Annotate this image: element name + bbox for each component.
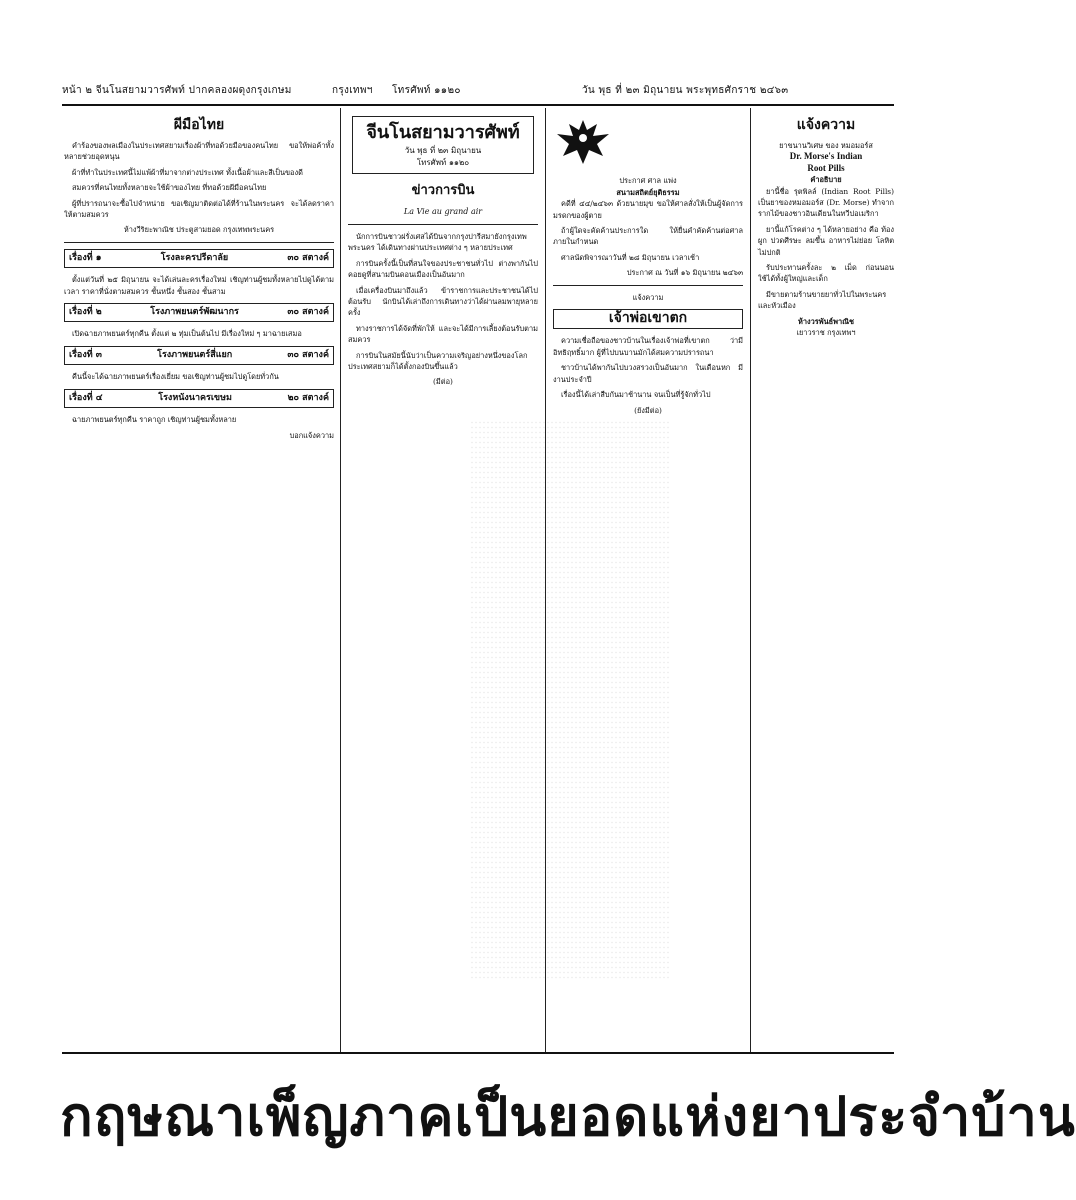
col1-paragraph: คำร้องของพลเมืองในประเทศสยามเรื่องผ้าที่ทอด้วยมือของคนไทย ขอให้พ่อค้าทั้งหลายช่วยอุดหนุน [64, 141, 334, 162]
column-2 [348, 112, 538, 1048]
story-paragraph: เรื่องนี้ได้เล่าสืบกันมาช้านาน จนเป็นที่รู้จักทั่วไป [561, 390, 711, 400]
story-footer: (ยังมีต่อ) [634, 405, 662, 415]
ad-paragraph: ยานี้ชื่อ รุตพิลล์ (Indian Root Pills) เป็นยาของหมอมอร์ส (Dr. Morse) ทำจากรากไม้ของชาวอินเดียนในทวีปอเมริกา [758, 186, 894, 219]
news-paragraph: เมื่อเครื่องบินมาถึงแล้ว ข้าราชการและประชาชนได้ไปต้อนรับ นักบินได้เล่าถึงการเดินทางว่าได้ผ่านลมพายุหลายครั้ง [348, 285, 538, 318]
notice-price: ๓๐ สตางค์ [287, 349, 329, 360]
notice-text: คืนนี้จะได้ฉายภาพยนตร์เรื่องเยี่ยม ขอเชิญท่านผู้ชมไปดูโดยทั่วกัน [72, 372, 279, 382]
ad-paragraph: รับประทานครั้งละ ๒ เม็ด ก่อนนอน ใช้ได้ทั้งผู้ใหญ่และเด็ก [758, 263, 894, 284]
column-1 [64, 112, 334, 1048]
ad-city: เยาวราช กรุงเทพฯ [796, 328, 856, 338]
ad-agent: ห้างวรพันธ์พาณิช [797, 316, 855, 326]
column-divider-3 [750, 108, 751, 1052]
decree-paragraph: ถ้าผู้ใดจะคัดค้านประการใด ให้ยื่นคำคัดค้านต่อศาลภายในกำหนด [553, 226, 743, 247]
story-paragraph: ชาวบ้านได้พากันไปบวงสรวงเป็นอันมาก ในเดือนหก มีงานประจำปี [553, 363, 743, 384]
ad-subtitle: ยาขนานวิเศษ ของ หมอมอร์ส [779, 141, 873, 150]
masthead [352, 116, 534, 174]
divider [553, 285, 743, 286]
notice-label: เรื่องที่ ๔ [69, 392, 103, 403]
notice-text: เปิดฉายภาพยนตร์ทุกคืน ตั้งแต่ ๒ ทุ่มเป็นต้นไป มีเรื่องใหม่ ๆ มาฉายเสมอ [72, 329, 302, 339]
notice-label: เรื่องที่ ๓ [69, 349, 102, 360]
footer-slogan: กฤษณาเพ็ญภาคเป็นยอดแห่งยาประจำบ้าน [60, 1085, 1076, 1148]
notice-title: โรงภาพยนตร์พัฒนากร [150, 307, 239, 318]
page-header [62, 80, 892, 102]
notice-box [64, 346, 334, 365]
header-phone: โทรศัพท์ ๑๑๒๐ [392, 85, 461, 96]
masthead-title: จีนโนสยามวารศัพท์ [366, 122, 520, 143]
column-4 [758, 112, 894, 1048]
notice-text: ฉายภาพยนตร์ทุกคืน ราคาถูก เชิญท่านผู้ชมทั้งหลาย [72, 415, 237, 425]
ad-paragraph: มีขายตามร้านขายยาทั่วไปในพระนครและหัวเมือง [758, 289, 887, 311]
notice-label: เรื่องที่ ๒ [69, 307, 102, 318]
notice-title: โรงละครปรีดาลัย [160, 252, 229, 263]
decree-paragraph: ศาลนัดพิจารณาวันที่ ๒๘ มิถุนายน เวลาเช้า [561, 252, 700, 262]
notice-box [64, 389, 334, 408]
continued-mark: (มีต่อ) [433, 377, 453, 387]
notice-box [64, 249, 334, 268]
news-title: ข่าวการบิน [411, 183, 475, 198]
column-divider-2 [545, 108, 546, 1052]
story-title: เจ้าพ่อเขาตก [608, 310, 688, 327]
column-divider-1 [340, 108, 341, 1052]
notice-price: ๓๐ สตางค์ [287, 307, 329, 318]
decree-paragraph: คดีที่ ๔๔/๒๔๖๓ ด้วยนายมุข ขอให้ศาลสั่งให้เป็นผู้จัดการมรดกของผู้ตาย [553, 199, 743, 220]
column-3 [553, 112, 743, 1048]
notice-text: ตั้งแต่วันที่ ๒๕ มิถุนายน จะได้เล่นละครเรื่องใหม่ เชิญท่านผู้ชมทั้งหลายไปดูได้ตามเวลา ราคาที่นั่งตามสมควร ชั้นหนึ่ง ชั้นสอง ชั้นสาม [64, 275, 334, 296]
notice-title: โรงหนังนาครเขษม [158, 392, 232, 403]
col1-paragraph: สมควรที่คนไทยทั้งหลายจะใช้ผ้าของไทย ที่ทอด้วยผีมือคนไทย [72, 183, 267, 193]
news-paragraph: นักการบินชาวฝรั่งเศสได้บินจากกรุงปารีสมายังกรุงเทพพระนคร ได้เดินทางผ่านประเทศต่าง ๆ หลายประเทศ [348, 232, 527, 253]
notice-box [64, 303, 334, 322]
header-city: กรุงเทพฯ [332, 85, 373, 96]
col1-sign: ห้างวีริยะพาณิช ประตูสามยอด กรุงเทพพระนคร [123, 225, 275, 235]
news-paragraph: ทางราชการได้จัดที่พักให้ และจะได้มีการเลี้ยงต้อนรับตามสมควร [348, 323, 538, 345]
news-paragraph: การบินในสมัยนี้นับว่าเป็นความเจริญอย่างหนึ่งของโลก ประเทศสยามก็ได้ตั้งกองบินขึ้นแล้ว [348, 350, 528, 372]
bottom-rule [62, 1052, 894, 1054]
story-paragraph: ความเชื่อถือของชาวบ้านในเรื่องเจ้าพ่อที่เขาตก ว่ามีอิทธิฤทธิ์มาก ผู้ที่ไปบนบานมักได้สมความปรารถนา [553, 336, 743, 357]
col1-closing: บอกแจ้งความ [289, 430, 334, 440]
header-page-label: หน้า ๒ จีนโนสยามวารศัพท์ ปากคลองผดุงกรุงเกษม [62, 85, 292, 96]
masthead-date: วัน พุธ ที่ ๒๓ มิถุนายน [404, 146, 482, 155]
ad-product-name: Dr. Morse's Indian [789, 151, 863, 162]
ad-paragraph: ยานี้แก้โรคต่าง ๆ ได้หลายอย่าง คือ ท้องผูก ปวดศีรษะ ลมขึ้น อาหารไม่ย่อย โลหิตไม่ปกติ [758, 224, 894, 257]
notice-price: ๓๐ สตางค์ [287, 252, 329, 263]
ad-title: แจ้งความ [796, 117, 856, 133]
notice-price: ๒๐ สตางค์ [287, 392, 329, 403]
header-date: วัน พุธ ที่ ๒๓ มิถุนายน พระพุทธศักราช ๒๔๖๓ [582, 85, 789, 96]
notice-title: โรงภาพยนตร์สี่แยก [157, 349, 233, 360]
story-title-box [553, 309, 743, 329]
ad-product-name-2: Root Pills [807, 162, 845, 173]
divider [64, 242, 334, 243]
news-paragraph: การบินครั้งนี้เป็นที่สนใจของประชาชนทั่วไป ต่างพากันไปคอยดูที่สนามบินดอนเมืองเป็นอันมาก [348, 258, 538, 280]
notice-label: เรื่องที่ ๑ [69, 252, 102, 263]
ad-explanation-label: คำอธิบาย [810, 175, 842, 185]
decree-sign: ประกาศ ณ วันที่ ๑๖ มิถุนายน ๒๔๖๓ [626, 268, 743, 278]
col1-title: ผีมือไทย [173, 117, 225, 133]
decree-title: ประกาศ ศาล แพ่ง [619, 176, 677, 186]
garuda-emblem-icon [553, 116, 613, 168]
masthead-phone: โทรศัพท์ ๑๑๒๐ [416, 158, 470, 167]
decree-subtitle: สนามสถิตย์ยุติธรรม [616, 187, 680, 197]
story-subtitle: แจ้งความ [632, 292, 664, 302]
header-rule [62, 104, 894, 106]
news-subtitle: La Vie au grand air [403, 207, 483, 216]
col1-paragraph: ผ้าที่ทำในประเทศนี้ไม่แพ้ผ้าที่มาจากต่างประเทศ ทั้งเนื้อผ้าและสีเป็นของดี [72, 167, 303, 177]
col1-paragraph: ผู้ที่ปรารถนาจะซื้อไปจำหน่าย ขอเชิญมาติดต่อได้ที่ร้านในพระนคร จะได้ลดราคาให้ตามสมควร [64, 198, 334, 220]
divider [348, 224, 538, 225]
